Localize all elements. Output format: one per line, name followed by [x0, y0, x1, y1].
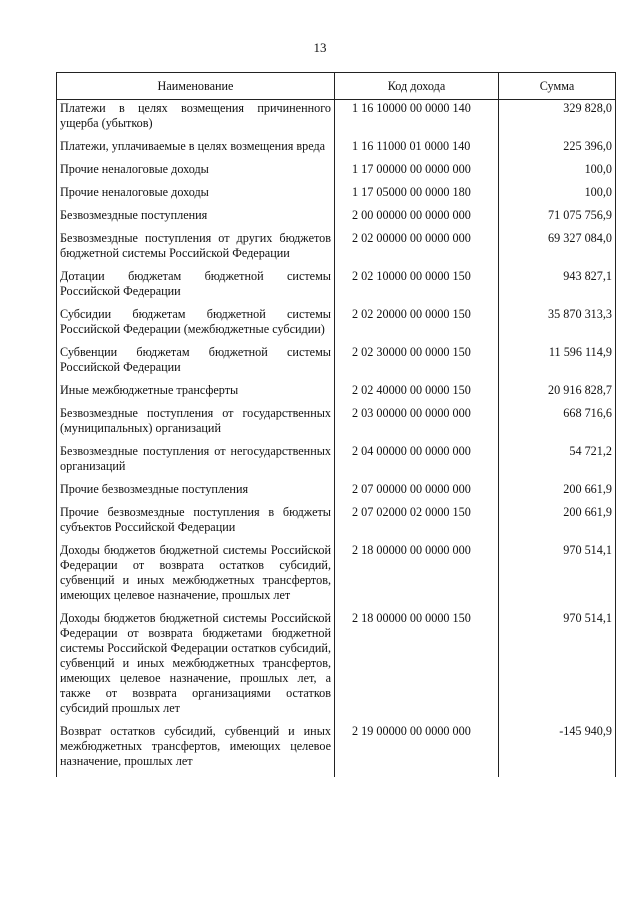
header-name: Наименование: [57, 73, 335, 100]
row-sum: 970 514,1: [499, 543, 616, 611]
row-sum: 100,0: [499, 162, 616, 185]
table-row: [57, 482, 616, 505]
row-name: Безвозмездные поступления от государственных (муниципальных) организаций: [57, 406, 335, 444]
row-name: Прочие безвозмездные поступления в бюджеты субъектов Российской Федерации: [57, 505, 335, 543]
row-name: Иные межбюджетные трансферты: [57, 383, 335, 406]
row-name: Субсидии бюджетам бюджетной системы Российской Федерации (межбюджетные субсидии): [57, 307, 335, 345]
row-sum: 71 075 756,9: [499, 208, 616, 231]
row-name: Безвозмездные поступления: [57, 208, 335, 231]
row-sum: 200 661,9: [499, 482, 616, 505]
row-name: Возврат остатков субсидий, субвенций и иных межбюджетных трансфертов, имеющих целевое назначение, прошлых лет: [57, 724, 335, 777]
page-number: 13: [313, 40, 327, 55]
table-row: [57, 406, 616, 444]
table-row: [57, 345, 616, 383]
row-name: Субвенции бюджетам бюджетной системы Российской Федерации: [57, 345, 335, 383]
row-code: 2 02 30000 00 0000 150: [335, 345, 499, 383]
row-sum: -145 940,9: [499, 724, 616, 777]
table-row: [57, 100, 616, 140]
row-sum: 970 514,1: [499, 611, 616, 724]
table-row: [57, 543, 616, 611]
row-sum: 200 661,9: [499, 505, 616, 543]
row-name: Безвозмездные поступления от негосударственных организаций: [57, 444, 335, 482]
table-header-row: [57, 73, 616, 100]
table-row: [57, 724, 616, 777]
row-code: 2 19 00000 00 0000 000: [335, 724, 499, 777]
row-sum: 20 916 828,7: [499, 383, 616, 406]
row-sum: 11 596 114,9: [499, 345, 616, 383]
row-code: 1 17 00000 00 0000 000: [335, 162, 499, 185]
row-name: Дотации бюджетам бюджетной системы Российской Федерации: [57, 269, 335, 307]
table-row: [57, 444, 616, 482]
table-row: [57, 231, 616, 269]
table-row: [57, 611, 616, 724]
table-row: [57, 383, 616, 406]
row-name: Прочие безвозмездные поступления: [57, 482, 335, 505]
row-sum: 69 327 084,0: [499, 231, 616, 269]
row-code: 2 18 00000 00 0000 150: [335, 611, 499, 724]
table-row: [57, 505, 616, 543]
revenue-table: [56, 72, 616, 777]
row-sum: 329 828,0: [499, 100, 616, 140]
row-name: Доходы бюджетов бюджетной системы Российской Федерации от возврата остатков субсидий, субвенций и иных межбюджетных трансфертов, имеющих целевое назначение, прошлых лет: [57, 543, 335, 611]
row-code: 1 17 05000 00 0000 180: [335, 185, 499, 208]
row-name: Платежи в целях возмещения причиненного ущерба (убытков): [57, 100, 335, 140]
row-sum: 668 716,6: [499, 406, 616, 444]
row-code: 2 02 10000 00 0000 150: [335, 269, 499, 307]
row-code: 2 18 00000 00 0000 000: [335, 543, 499, 611]
table-row: [57, 208, 616, 231]
row-code: 2 02 00000 00 0000 000: [335, 231, 499, 269]
row-sum: 35 870 313,3: [499, 307, 616, 345]
row-name: Прочие неналоговые доходы: [57, 162, 335, 185]
row-sum: 100,0: [499, 185, 616, 208]
row-code: 2 07 02000 02 0000 150: [335, 505, 499, 543]
table-row: [57, 269, 616, 307]
row-code: 2 03 00000 00 0000 000: [335, 406, 499, 444]
row-code: 1 16 11000 01 0000 140: [335, 139, 499, 162]
row-name: Безвозмездные поступления от других бюджетов бюджетной системы Российской Федерации: [57, 231, 335, 269]
row-sum: 943 827,1: [499, 269, 616, 307]
table-row: [57, 162, 616, 185]
row-name: Платежи, уплачиваемые в целях возмещения вреда: [57, 139, 335, 162]
table-body: [57, 100, 616, 778]
row-code: 2 00 00000 00 0000 000: [335, 208, 499, 231]
row-code: 2 07 00000 00 0000 000: [335, 482, 499, 505]
header-sum: Сумма: [499, 73, 616, 100]
row-code: 1 16 10000 00 0000 140: [335, 100, 499, 140]
row-code: 2 04 00000 00 0000 000: [335, 444, 499, 482]
row-sum: 225 396,0: [499, 139, 616, 162]
row-sum: 54 721,2: [499, 444, 616, 482]
row-name: Доходы бюджетов бюджетной системы Российской Федерации от возврата бюджетами бюджетной системы Российской Федерации остатков субсидий, субвенций и иных межбюджетных трансфертов, имеющих целевое назначение, прошлых лет, а также от возврата организациями остатков субсидий прошлых лет: [57, 611, 335, 724]
table-row: [57, 185, 616, 208]
row-name: Прочие неналоговые доходы: [57, 185, 335, 208]
table-row: [57, 139, 616, 162]
table-row: [57, 307, 616, 345]
row-code: 2 02 40000 00 0000 150: [335, 383, 499, 406]
row-code: 2 02 20000 00 0000 150: [335, 307, 499, 345]
header-code: Код дохода: [335, 73, 499, 100]
